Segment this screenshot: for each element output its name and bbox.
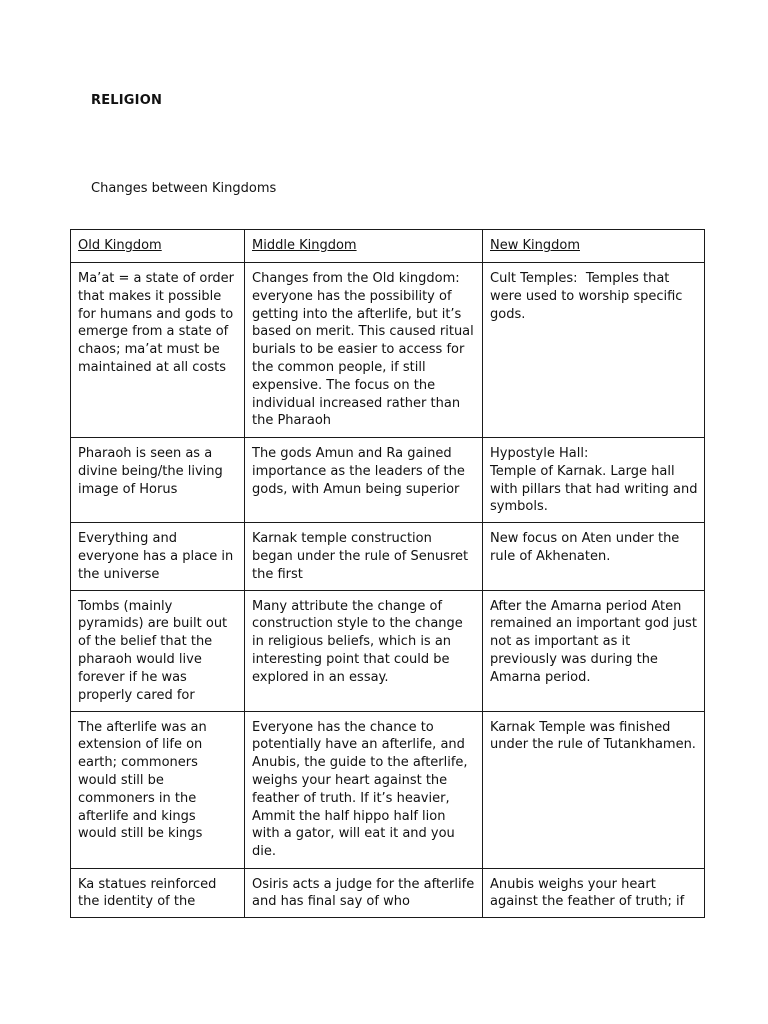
table-cell — [245, 868, 483, 918]
table-cell — [483, 438, 705, 523]
header-old-kingdom: Old Kingdom — [71, 230, 245, 263]
cell-text: Hypostyle Hall: Temple of Karnak. Large hall with pillars that had writing and symbols. — [490, 446, 698, 515]
cell-text: Everything and everyone has a place in the universe — [78, 531, 238, 582]
table-row — [71, 523, 705, 590]
table-cell — [71, 523, 245, 590]
table-cell — [483, 711, 705, 868]
table-cell — [71, 590, 245, 711]
cell-text: Karnak temple construction began under the rule of Senusret the first — [252, 531, 473, 582]
cell-text: Tombs (mainly pyramids) are built out of the belief that the pharaoh would live forever if he was properly cared for — [78, 598, 232, 703]
cell-text: The afterlife was an extension of life on earth; commoners would still be commoners in the afterlife and kings would still be kings — [78, 719, 211, 842]
cell-text: Anubis weighs your heart against the feather of truth; if — [490, 876, 685, 910]
table-cell — [245, 590, 483, 711]
table-cell — [483, 263, 705, 438]
table-cell — [245, 711, 483, 868]
table-cell — [483, 868, 705, 918]
table-cell — [71, 438, 245, 523]
table-header-row — [71, 230, 705, 263]
header-middle-kingdom: Middle Kingdom — [245, 230, 483, 263]
cell-text: New focus on Aten under the rule of Akhenaten. — [490, 531, 684, 564]
table-cell — [483, 590, 705, 711]
table-row — [71, 868, 705, 918]
document-title: RELIGION — [91, 93, 163, 108]
cell-text: After the Amarna period Aten remained an important god just not as important as it previously was during the Amarna period. — [490, 598, 702, 685]
table-cell — [71, 868, 245, 918]
table-cell — [71, 263, 245, 438]
table-row — [71, 711, 705, 868]
table-cell — [245, 263, 483, 438]
table-row — [71, 590, 705, 711]
table-cell — [483, 523, 705, 590]
table-cell — [245, 523, 483, 590]
cell-text: The gods Amun and Ra gained importance as the leaders of the gods, with Amun being superior — [252, 446, 469, 497]
cell-text: Osiris acts a judge for the afterlife and has final say of who — [252, 876, 479, 910]
document-subtitle: Changes between Kingdoms — [91, 181, 277, 196]
header-new-kingdom: New Kingdom — [483, 230, 705, 263]
table-cell — [245, 438, 483, 523]
cell-text: Cult Temples: Temples that were used to worship specific gods. — [490, 271, 687, 322]
cell-text: Pharaoh is seen as a divine being/the living image of Horus — [78, 446, 227, 497]
cell-text: Everyone has the chance to potentially have an afterlife, and Anubis, the guide to the afterlife, weighs your heart against the feather of truth. If it’s heavier, Ammit the half hippo half lion with a gator, will eat it and you die. — [252, 719, 472, 860]
cell-text: Karnak Temple was finished under the rule of Tutankhamen. — [490, 719, 696, 753]
kingdoms-table — [70, 229, 705, 918]
table-cell — [71, 711, 245, 868]
table-row — [71, 263, 705, 438]
cell-text: Changes from the Old kingdom: everyone has the possibility of getting into the afterlife, but it’s based on merit. This caused ritual burials to be easier to access for the common people, if still expensive. The focus on the individual increased rather than the Pharaoh — [252, 271, 478, 429]
table-row — [71, 438, 705, 523]
cell-text: Ka statues reinforced the identity of the — [78, 876, 221, 910]
cell-text: Many attribute the change of construction style to the change in religious beliefs, which is an interesting point that could be explored in an essay. — [252, 598, 467, 685]
cell-text: Ma’at = a state of order that makes it possible for humans and gods to emerge from a state of chaos; ma’at must be maintained at all costs — [78, 271, 239, 375]
